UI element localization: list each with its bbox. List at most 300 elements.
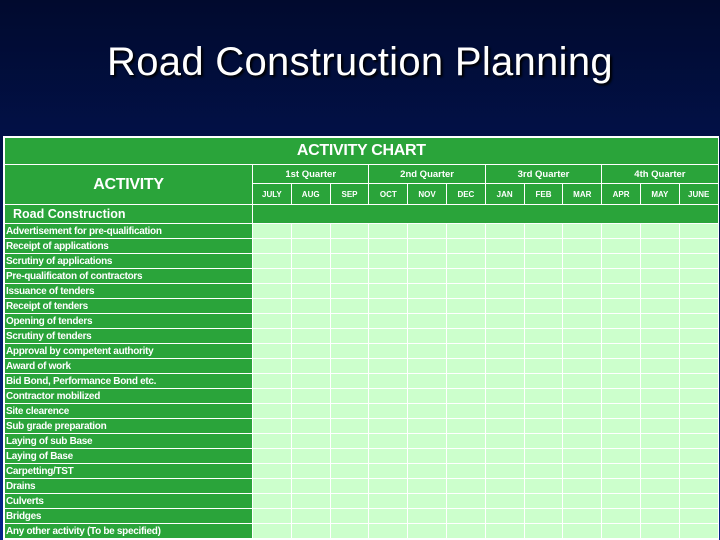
schedule-cell[interactable] [563,314,602,329]
schedule-cell[interactable] [253,449,292,464]
schedule-cell[interactable] [563,524,602,539]
schedule-cell[interactable] [679,404,718,419]
schedule-cell[interactable] [640,344,679,359]
schedule-cell[interactable] [291,389,330,404]
schedule-cell[interactable] [330,359,369,374]
schedule-cell[interactable] [485,404,524,419]
schedule-cell[interactable] [408,344,447,359]
activity-label: Receipt of tenders [5,299,253,314]
schedule-cell[interactable] [563,224,602,239]
schedule-cell[interactable] [485,344,524,359]
schedule-cell[interactable] [563,479,602,494]
activity-column-header: ACTIVITY [5,165,253,205]
activity-label: Scrutiny of applications [5,254,253,269]
schedule-cell[interactable] [602,419,641,434]
activity-row [5,344,719,359]
schedule-cell[interactable] [679,419,718,434]
schedule-cell[interactable] [524,344,563,359]
schedule-cell[interactable] [253,419,292,434]
schedule-cell[interactable] [446,524,485,539]
schedule-cell[interactable] [602,434,641,449]
schedule-cell[interactable] [369,284,408,299]
activity-label: Bid Bond, Performance Bond etc. [5,374,253,389]
schedule-cell[interactable] [485,224,524,239]
schedule-cell[interactable] [524,254,563,269]
schedule-cell[interactable] [679,434,718,449]
schedule-cell[interactable] [485,524,524,539]
schedule-cell[interactable] [485,284,524,299]
schedule-cell[interactable] [602,284,641,299]
schedule-cell[interactable] [253,314,292,329]
schedule-cell[interactable] [679,224,718,239]
schedule-cell[interactable] [291,299,330,314]
schedule-cell[interactable] [291,419,330,434]
schedule-cell[interactable] [602,239,641,254]
schedule-cell[interactable] [446,419,485,434]
activity-row [5,239,719,254]
schedule-cell[interactable] [330,374,369,389]
schedule-cell[interactable] [602,449,641,464]
schedule-cell[interactable] [563,329,602,344]
slide-title: Road Construction Planning [107,40,613,84]
schedule-cell[interactable] [369,494,408,509]
schedule-cell[interactable] [602,359,641,374]
schedule-cell[interactable] [253,284,292,299]
activity-row [5,329,719,344]
schedule-cell[interactable] [446,344,485,359]
schedule-cell[interactable] [524,524,563,539]
schedule-cell[interactable] [253,224,292,239]
schedule-cell[interactable] [679,524,718,539]
activity-row [5,434,719,449]
activity-row [5,254,719,269]
activity-label: Contractor mobilized [5,389,253,404]
schedule-cell[interactable] [369,419,408,434]
schedule-cell[interactable] [563,374,602,389]
schedule-cell[interactable] [408,419,447,434]
schedule-cell[interactable] [330,494,369,509]
schedule-cell[interactable] [485,494,524,509]
schedule-cell[interactable] [602,524,641,539]
activity-label: Any other activity (To be specified) [5,524,253,539]
schedule-cell[interactable] [330,449,369,464]
schedule-cell[interactable] [524,389,563,404]
activity-row [5,269,719,284]
schedule-cell[interactable] [602,479,641,494]
activity-label: Bridges [5,509,253,524]
quarter-header: 4th Quarter [602,165,718,184]
schedule-cell[interactable] [602,344,641,359]
schedule-cell[interactable] [640,404,679,419]
schedule-cell[interactable] [563,299,602,314]
schedule-cell[interactable] [640,239,679,254]
schedule-cell[interactable] [330,314,369,329]
schedule-cell[interactable] [563,494,602,509]
activity-row [5,374,719,389]
schedule-cell[interactable] [640,464,679,479]
schedule-cell[interactable] [369,464,408,479]
schedule-cell[interactable] [330,224,369,239]
schedule-cell[interactable] [253,254,292,269]
activity-chart [3,136,719,540]
schedule-cell[interactable] [408,434,447,449]
schedule-cell[interactable] [524,329,563,344]
schedule-cell[interactable] [369,269,408,284]
schedule-cell[interactable] [640,359,679,374]
schedule-cell[interactable] [524,224,563,239]
schedule-cell[interactable] [446,374,485,389]
schedule-cell[interactable] [369,509,408,524]
schedule-cell[interactable] [640,449,679,464]
schedule-cell[interactable] [679,374,718,389]
schedule-cell[interactable] [330,344,369,359]
schedule-cell[interactable] [446,479,485,494]
schedule-cell[interactable] [291,254,330,269]
schedule-cell[interactable] [253,374,292,389]
schedule-cell[interactable] [563,449,602,464]
schedule-cell[interactable] [291,494,330,509]
schedule-cell[interactable] [408,299,447,314]
schedule-cell[interactable] [291,344,330,359]
schedule-cell[interactable] [369,224,408,239]
activity-row [5,284,719,299]
schedule-cell[interactable] [291,329,330,344]
schedule-cell[interactable] [485,449,524,464]
activity-row [5,404,719,419]
schedule-cell[interactable] [679,314,718,329]
schedule-cell[interactable] [679,464,718,479]
schedule-cell[interactable] [253,329,292,344]
schedule-cell[interactable] [330,254,369,269]
schedule-cell[interactable] [291,464,330,479]
schedule-cell[interactable] [408,284,447,299]
activity-row [5,224,719,239]
schedule-cell[interactable] [330,284,369,299]
schedule-cell[interactable] [640,254,679,269]
schedule-cell[interactable] [679,239,718,254]
schedule-cell[interactable] [640,434,679,449]
schedule-cell[interactable] [679,299,718,314]
schedule-cell[interactable] [563,389,602,404]
activity-row [5,389,719,404]
activity-row [5,494,719,509]
month-header: MAR [563,184,602,205]
schedule-cell[interactable] [679,329,718,344]
schedule-cell[interactable] [602,269,641,284]
schedule-cell[interactable] [330,434,369,449]
schedule-cell[interactable] [408,224,447,239]
schedule-cell[interactable] [640,479,679,494]
schedule-cell[interactable] [640,314,679,329]
schedule-cell[interactable] [446,224,485,239]
activity-label: Laying of sub Base [5,434,253,449]
schedule-cell[interactable] [602,404,641,419]
schedule-cell[interactable] [679,449,718,464]
activity-label: Site clearence [5,404,253,419]
schedule-cell[interactable] [524,494,563,509]
schedule-cell[interactable] [524,434,563,449]
schedule-cell[interactable] [679,269,718,284]
schedule-cell[interactable] [485,389,524,404]
schedule-cell[interactable] [679,479,718,494]
schedule-cell[interactable] [330,419,369,434]
schedule-cell[interactable] [369,374,408,389]
schedule-cell[interactable] [369,524,408,539]
schedule-cell[interactable] [253,359,292,374]
schedule-cell[interactable] [446,314,485,329]
schedule-cell[interactable] [408,404,447,419]
schedule-cell[interactable] [446,434,485,449]
schedule-cell[interactable] [369,389,408,404]
schedule-cell[interactable] [524,299,563,314]
schedule-cell[interactable] [602,254,641,269]
schedule-cell[interactable] [291,449,330,464]
schedule-cell[interactable] [369,449,408,464]
schedule-cell[interactable] [330,479,369,494]
schedule-cell[interactable] [485,419,524,434]
schedule-cell[interactable] [369,299,408,314]
schedule-cell[interactable] [253,389,292,404]
schedule-cell[interactable] [602,299,641,314]
activity-label: Receipt of applications [5,239,253,254]
schedule-cell[interactable] [330,329,369,344]
schedule-cell[interactable] [408,479,447,494]
schedule-cell[interactable] [524,269,563,284]
schedule-cell[interactable] [253,494,292,509]
schedule-cell[interactable] [446,509,485,524]
schedule-cell[interactable] [602,389,641,404]
schedule-cell[interactable] [679,254,718,269]
schedule-cell[interactable] [291,524,330,539]
schedule-cell[interactable] [253,434,292,449]
activity-row [5,299,719,314]
schedule-cell[interactable] [408,329,447,344]
schedule-cell[interactable] [408,449,447,464]
schedule-cell[interactable] [369,329,408,344]
schedule-cell[interactable] [485,239,524,254]
month-header: APR [602,184,641,205]
schedule-cell[interactable] [485,299,524,314]
schedule-cell[interactable] [408,524,447,539]
schedule-cell[interactable] [408,359,447,374]
schedule-cell[interactable] [369,314,408,329]
schedule-cell[interactable] [369,404,408,419]
schedule-cell[interactable] [640,299,679,314]
schedule-cell[interactable] [253,269,292,284]
schedule-cell[interactable] [330,269,369,284]
schedule-cell[interactable] [253,404,292,419]
schedule-cell[interactable] [524,314,563,329]
schedule-cell[interactable] [563,359,602,374]
activity-row [5,464,719,479]
schedule-cell[interactable] [408,464,447,479]
schedule-cell[interactable] [602,224,641,239]
activity-row [5,314,719,329]
schedule-cell[interactable] [253,479,292,494]
section-label: Road Construction [5,205,253,224]
schedule-cell[interactable] [253,344,292,359]
schedule-cell[interactable] [524,404,563,419]
schedule-cell[interactable] [679,389,718,404]
schedule-cell[interactable] [330,239,369,254]
schedule-cell[interactable] [253,464,292,479]
schedule-cell[interactable] [524,284,563,299]
schedule-cell[interactable] [524,509,563,524]
schedule-cell[interactable] [446,494,485,509]
schedule-cell[interactable] [446,254,485,269]
month-header: MAY [640,184,679,205]
schedule-cell[interactable] [446,299,485,314]
schedule-cell[interactable] [330,524,369,539]
schedule-cell[interactable] [408,254,447,269]
schedule-cell[interactable] [291,284,330,299]
schedule-cell[interactable] [291,509,330,524]
schedule-cell[interactable] [640,269,679,284]
schedule-cell[interactable] [369,239,408,254]
schedule-cell[interactable] [446,284,485,299]
schedule-cell[interactable] [485,479,524,494]
activity-row [5,359,719,374]
schedule-cell[interactable] [563,344,602,359]
schedule-cell[interactable] [679,284,718,299]
schedule-cell[interactable] [369,254,408,269]
month-header: SEP [330,184,369,205]
schedule-cell[interactable] [408,269,447,284]
schedule-cell[interactable] [330,389,369,404]
schedule-cell[interactable] [563,404,602,419]
schedule-cell[interactable] [485,254,524,269]
schedule-cell[interactable] [602,314,641,329]
schedule-cell[interactable] [640,389,679,404]
schedule-cell[interactable] [330,299,369,314]
schedule-cell[interactable] [369,344,408,359]
schedule-cell[interactable] [408,374,447,389]
month-header: OCT [369,184,408,205]
schedule-cell[interactable] [485,509,524,524]
schedule-cell[interactable] [485,269,524,284]
schedule-cell[interactable] [679,509,718,524]
schedule-cell[interactable] [563,419,602,434]
schedule-cell[interactable] [524,359,563,374]
schedule-cell[interactable] [485,314,524,329]
activity-rows [5,205,719,539]
activity-label: Opening of tenders [5,314,253,329]
schedule-cell[interactable] [563,284,602,299]
schedule-cell[interactable] [291,404,330,419]
schedule-cell[interactable] [563,464,602,479]
schedule-cell[interactable] [640,524,679,539]
activity-label: Pre-qualificaton of contractors [5,269,253,284]
schedule-cell[interactable] [369,434,408,449]
schedule-cell[interactable] [446,359,485,374]
schedule-cell[interactable] [408,239,447,254]
schedule-cell[interactable] [640,224,679,239]
schedule-cell[interactable] [446,404,485,419]
schedule-cell[interactable] [679,359,718,374]
schedule-cell[interactable] [291,374,330,389]
schedule-cell[interactable] [291,269,330,284]
month-header: JULY [253,184,292,205]
schedule-cell[interactable] [524,374,563,389]
activity-label: Approval by competent authority [5,344,253,359]
quarter-header: 3rd Quarter [485,165,601,184]
schedule-cell[interactable] [485,464,524,479]
schedule-cell[interactable] [253,509,292,524]
schedule-cell[interactable] [485,359,524,374]
schedule-cell[interactable] [408,314,447,329]
schedule-cell[interactable] [485,434,524,449]
schedule-cell[interactable] [640,284,679,299]
schedule-cell[interactable] [640,509,679,524]
schedule-cell[interactable] [408,494,447,509]
schedule-cell[interactable] [563,434,602,449]
schedule-cell[interactable] [408,509,447,524]
schedule-cell[interactable] [446,449,485,464]
activity-chart-table [4,137,719,539]
schedule-cell[interactable] [369,359,408,374]
schedule-cell[interactable] [291,434,330,449]
schedule-cell[interactable] [485,374,524,389]
schedule-cell[interactable] [291,359,330,374]
schedule-cell[interactable] [408,389,447,404]
schedule-cell[interactable] [291,314,330,329]
schedule-cell[interactable] [253,299,292,314]
quarter-header: 2nd Quarter [369,165,485,184]
schedule-cell[interactable] [640,374,679,389]
schedule-cell[interactable] [602,374,641,389]
schedule-cell[interactable] [485,329,524,344]
schedule-cell[interactable] [524,464,563,479]
schedule-cell[interactable] [446,239,485,254]
schedule-cell[interactable] [446,389,485,404]
schedule-cell[interactable] [563,269,602,284]
schedule-cell[interactable] [369,479,408,494]
schedule-cell[interactable] [640,494,679,509]
schedule-cell[interactable] [446,269,485,284]
schedule-cell[interactable] [563,254,602,269]
schedule-cell[interactable] [602,509,641,524]
schedule-cell[interactable] [640,419,679,434]
schedule-cell[interactable] [524,419,563,434]
schedule-cell[interactable] [524,479,563,494]
month-header: JAN [485,184,524,205]
schedule-cell[interactable] [330,464,369,479]
schedule-cell[interactable] [602,494,641,509]
schedule-cell[interactable] [679,344,718,359]
schedule-cell[interactable] [679,494,718,509]
schedule-cell[interactable] [253,524,292,539]
schedule-cell[interactable] [563,239,602,254]
schedule-cell[interactable] [291,224,330,239]
schedule-cell[interactable] [253,239,292,254]
schedule-cell[interactable] [446,329,485,344]
schedule-cell[interactable] [602,329,641,344]
schedule-cell[interactable] [524,449,563,464]
schedule-cell[interactable] [524,239,563,254]
activity-label: Culverts [5,494,253,509]
schedule-cell[interactable] [563,509,602,524]
schedule-cell[interactable] [330,509,369,524]
schedule-cell[interactable] [330,404,369,419]
schedule-cell[interactable] [602,464,641,479]
schedule-cell[interactable] [640,329,679,344]
activity-label: Laying of Base [5,449,253,464]
schedule-cell[interactable] [291,479,330,494]
schedule-cell[interactable] [446,464,485,479]
month-header: DEC [446,184,485,205]
schedule-cell[interactable] [291,239,330,254]
month-header: AUG [291,184,330,205]
